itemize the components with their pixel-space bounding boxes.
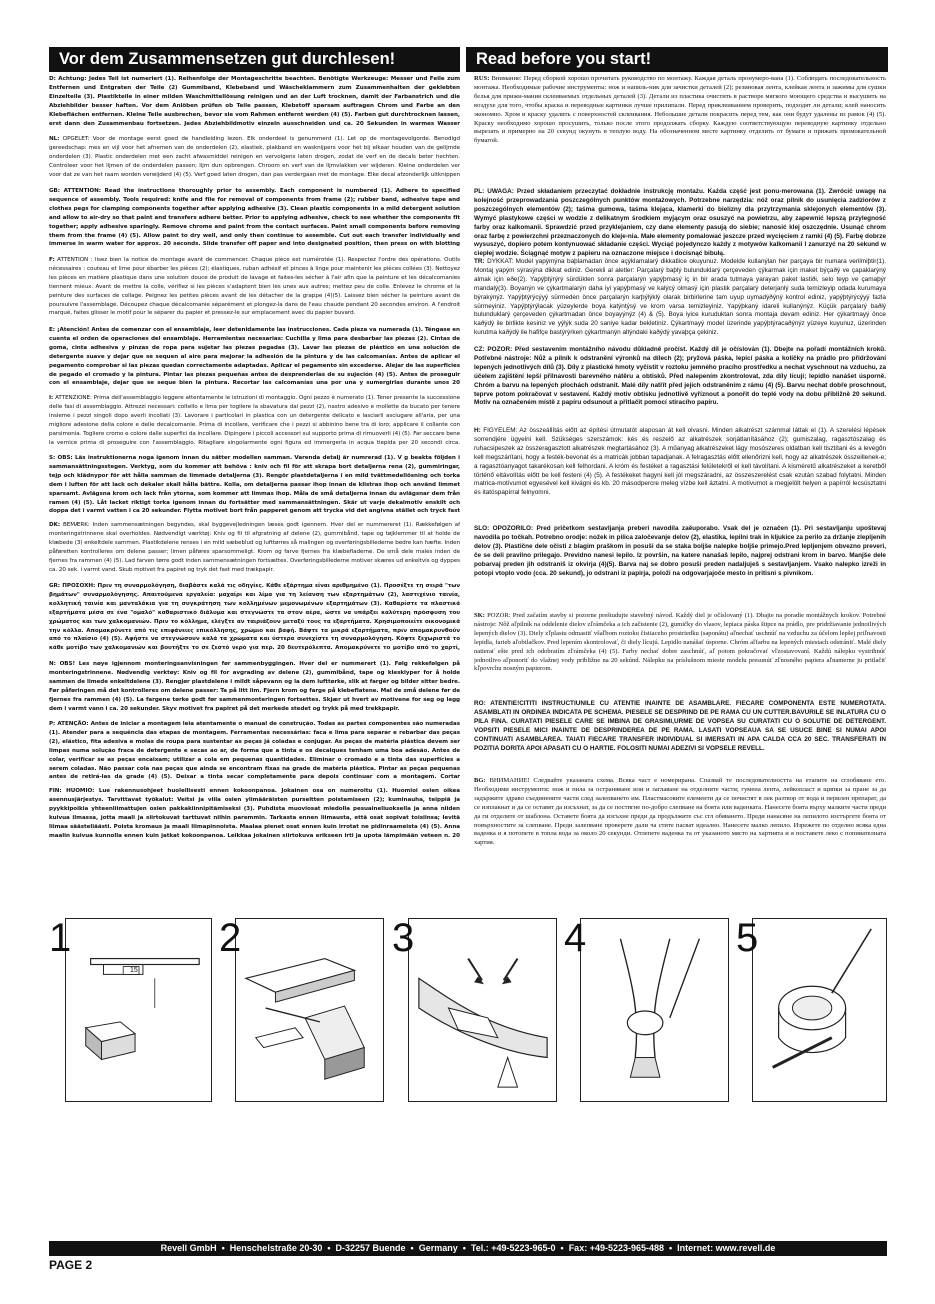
part-number-tag: 15 xyxy=(130,967,138,974)
step-2-drawing xyxy=(236,919,383,1101)
instruction-paragraph xyxy=(474,612,886,692)
instruction-paragraph xyxy=(474,700,886,763)
instruction-text: DYKKAT: Model yapýmýna baþlamadan önce açýklamalarý dikkatlice okuyunuz. Modelde kullanýlan her parçaya bir numara verilmiþtir(1). Montaj yapým sýrasýna dikkat ediniz. Gerekli al aletler: Parçalarý baþlý bulunduklarý çerçeveden çýkarmak için maket býçaðý ve çapaklarýný almak için eðe(2). Yapýþtýrýrý sürdükten sonra parçalarýn yapýþmasý iç in bir arada tutmaya yarayan paket lastiði, selo teyp ve çamaþýr mandalý(3). Boyanýn ve çýkartmalarýn daha iyi yapýþmasý ve kalýcý olmasý için plastik parçalarý deterjanlý suda temizleyip odada kurumaya býrakýnýz. Yapýþtýrýcýyý sürmeden önce parçalarýn karþýlýklý olarak birbirlerine tam uyup uymadýðýný kontrol ediniz, yapýþtýrýcýyý fazla sürmeyiniz. Yapýþtýrýlacak yüzeylerde boya katýntýsý ve krom varsa temizleyiniz. Yapýþkaný idareli kullanýnýz. Küçük parçalarý baðlý bulunduklarý çerçeveden çýkartmadan önce boyayýnýz (4) & (5). Boya iyice kuruduktan sonra montaja devam ediniz. Her çýkartmayý önce kaðýdý ile birlikte kesiniz ve yýlýk suda 20 saniye kadar bekletiniz. Çýkartmayý model üzerinde yapýþtýracaðýnýz yüzeye kuyunuz, üzerinden kurutma kaðýdý ile hafifçe bastýrýrken çýkartmanýn altýndaki kaðýdý yavaþça çekiniz. xyxy=(474,258,886,337)
footer-separator: • xyxy=(221,1243,225,1253)
language-code: H: xyxy=(474,427,481,434)
footer-street: Henschelstraße 20-30 xyxy=(229,1243,323,1253)
footer-internet: Internet: www.revell.de xyxy=(677,1243,776,1253)
language-code: NL: xyxy=(49,136,60,142)
instruction-text: ATTENTION : lisez bien la notice de montage avant de commencer. Chaque pièce est numérotée (1). Respectez l'ordre des opérations. Outils nécessaires : couteau et lime pour ébarber les pièces (2); élastiques, ruban adhésif et pinces à linge pour maintenir les pièces collées (3). Nettoyez les pièces en matière plastique dans une solution douce de produit de lavage et faites-les sécher à l'air afin que la peinture et les décalcomanies tiennent mieux. Avant de mettre la colle, vérifiez si les pièces s'adaptent bien les unes aux autres; mettez peu de colle. Enlevez le chrome et la peinture des surfaces de collage. Peignez les petites pièces avant de les détacher de la grappe (4)(5). Laissez bien sécher la peinture avant de poursuivre l'assemblage. Découpez chaque décalcomanie séparément et plongez-la dans de l'eau chaude pendant 20 secondes environ. A l'endroit marqué, faites glisser le motif pour le séparer du papier et pressez-le sur emplacement avec du papier buvard. xyxy=(49,257,460,317)
step-5-frame xyxy=(752,918,887,1102)
footer-contact-bar xyxy=(49,1241,887,1256)
instruction-paragraph xyxy=(474,525,886,603)
instruction-text: ATTENTION: Read the instructions thoroughly prior to assembly. Each component is numbered (1). Adhere to specified sequence of assembly. Tools required: knife and file for removal of components from frame (2); rubber band, adhesive tape and clothes pegs for clamping components together after applying adhesive (3). Clean plastic components in a mild detergent solution and allow to air-dry so that paint and transfers adhere better. Prior to applying adhesive, check to see whether the components fit together; apply adhesive sparingly. Remove chrome and paint from the contact surfaces. Paint small components before removing them from the frame (4) (5). Allow paint to dry well, and only then continue to assemble. Cut out each transfer individually and immerse in warm water for approx. 20 seconds. Slide transfer off paper and into designated position, then press on with blotting xyxy=(49,188,460,248)
instruction-paragraph xyxy=(474,346,886,416)
language-code: RO: xyxy=(474,700,486,707)
step-1-illustration xyxy=(49,918,212,1102)
footer-country: Germany xyxy=(418,1243,458,1253)
footer-separator: • xyxy=(462,1243,466,1253)
language-code: S: xyxy=(49,455,56,461)
instruction-paragraph xyxy=(49,256,460,319)
instruction-paragraph xyxy=(49,454,460,514)
instruction-paragraph xyxy=(474,258,886,338)
page-number: PAGE 2 xyxy=(49,1258,93,1272)
language-code: P: xyxy=(49,721,56,727)
instruction-text: FIGYELEM: Az összeállítás előtt az építési útmutatót alaposan át kell olvasni. Minden alkatrészt számmal láttak el (1). A szerelési lépések sorrendjére ügyelni kell. Szükséges szerszámok: kés és reszelő az alkatrészek sorjátlanításához (2); gumiszalag, ragasztószalag és ruhacsipeszek az összeragasztott alkatrészek megtartásához (3). A műanyag alkatrészeket lágy mosószeres oldatban kell tisztítani és a levegőn kell megszárítani, hogy a festék-bevonat és a matricák jobban tapadjanak. A felragasztás előtt ellenőrizni kell, hogy az alkatrészek összeillenek-e; a ragasztóanyagot takarékosan kell felhordani. A króm és festéket a ragasztási felületekről el kell távolítani. A kisméretű alkatrészeket a keretből történő eltávolítás előtt be kell festeni (4) (5). A festékeket hagyni kell jól megszáradni, az összeszerelést csak ezután szabad folytatni. Minden matrica-motívumot egyesével kell kivágni és kb. 20 másodpercre meleg vízbe kell áztatni. A motívumot a megjelölt helyen a papírról lecsúsztatni és itatóspapírral felnyomni. xyxy=(474,427,886,497)
language-code: SLO: xyxy=(474,525,490,532)
right-header-title: Read before you start! xyxy=(466,47,888,72)
instruction-paragraph xyxy=(49,135,460,180)
instruction-paragraph xyxy=(474,188,886,258)
footer-separator: • xyxy=(560,1243,564,1253)
language-code: E: xyxy=(49,327,55,333)
instruction-paragraph xyxy=(49,75,460,129)
step-1-number: 1 xyxy=(49,916,72,960)
language-code: PL: xyxy=(474,188,485,195)
instruction-paragraph xyxy=(49,720,460,780)
instruction-text: OPGELET: Voor de montage eerst goed de handleiding lezen. Elk onderdeel is genummerd (1). Let op de montagevolgorde. Benodigd gereedschap: mes en vijl voor het afnemen van de onderdelen (2), elastiek, plakband en wasknijpers voor het bij elkaar houden van de gelijmde onderdelen (3). Plastic onderdelen met een zacht afwasmiddel reinigen en vervolgens laten drogen, zodat de verf en de decals beter hechten. Controleer voor het lijmen of de onderdelen passen; lijm dun opbrengen. Chroom en verf van de lijmvlakken ver wijderen. Kleine onderdelen ver voor dat ze van het raam worden verwijderd (4) (5). Verf goed laten drogen, dan pas verdergaan met de montage. Elke decal afzonderlijk uitknippen xyxy=(49,136,460,178)
instruction-paragraph xyxy=(474,75,886,172)
instruction-paragraph xyxy=(474,427,886,517)
instruction-paragraph xyxy=(49,187,460,249)
step-5-illustration xyxy=(736,918,887,1102)
language-code: CZ: xyxy=(474,346,485,353)
language-code: DK: xyxy=(49,522,61,528)
step-4-drawing xyxy=(581,919,728,1101)
instruction-text: ATENÇÃO: Antes de iniciar a montagem leia atentamente o manual de construção. Todas as partes componentes são numeradas (1). Atender para a sequência das etapas de montagem. Ferramentas necessárias: faca e lima para separar e rebarbar das peças (2), elástico, fita adesiva e molas de roupa para sustentar as peças já coladas e conjugar. As peças de matéria plástica devem ser limpas numa solução fraca de detergente e secas ao ar, de forma que a tinta e os decalques tenham uma boa adesão. Antes de colar, verificar se as peças encaixam; utilizar a cola em pequenas quantidades. Eliminar o cromado e a tinta das superfícies a serem coladas. Não passar cola nas peças que ainda se encontram fixas na grade de matéria plástica. Pintar as peças pequenas antes de retirá-las da grade (4) (5). Deixar a tinta secar completamente para depois continuar com a montagem. Cortar xyxy=(49,721,460,780)
instruction-text: HUOMIO: Lue rakennusohjeet huolellisesti ennen kokoonpanoa. Jokainen osa on numeroitu (1). Huomioi osien oikea asennusjärjestys. Tarvittavat työkalut: Veitsi ja viila osien ylimääräisten purseitten poistamiseen (2); kuminauha, teippiä ja pyykkipoikia yhteenliimattujen osien pakkakiinnipitämiseksi (3). Puhdista muoviosat miedolla pesuaineliuoksella ja anna niiden kuivua ilmassa, jotta maali ja siirtokuvat tarttuvat niihin paremmin. Tarkasta ennen liimausta, että osat sopivat toisiinsa; levitä liimaa säästeliäästi. Poista kromaus ja maali liimapinnoista. Maalaa pienet osat ennen kuin irrotat ne pidinraameista (4) (5). Anna maalin kuivua kunnolla ennen kuin jatkat kokoonpanoa. Leikkaa jokainen siirtokuva erikseen irti ja upota lämpimään veteen n. 20 xyxy=(49,788,460,839)
language-code: SK: xyxy=(474,612,485,619)
footer-fax: Fax: +49-5223-965-488 xyxy=(568,1243,665,1253)
instruction-paragraph xyxy=(49,787,460,840)
step-4-frame xyxy=(580,918,729,1102)
instruction-paragraph xyxy=(49,582,460,653)
instruction-paragraph xyxy=(49,326,460,387)
instruction-text: OBS! Les nøye igjennom monteringsanvisningen før sammenbyggingen. Hver del er nummerert (1). Følg rekkefølgen på monteringstrinnene. Nødvendig verktøy: Kniv og fil for avgrading av delene (2), gummibånd, tape og klesklyper for å holde sammen de limede enkeltdelene (3). Rengjør plastdelene i mildt såpevann og la dem lufttørke, slik at farger og bilder sitter bedre. Før påføringen må det kontrolleres om delene passer: Ta på litt lim. Fjern krom og farge på klebeflatene. Mal de små delene før de fjernes fra rammen (4) (5). La fargene tørke godt før sammenmonteringen fortsettes. Skjær ut hvert av motivene for seg og legg dem i varmt vann i ca. 20 sekunder. Skyv motivet fra papiret på det merkede stedet og trykk på med trekkpapir. xyxy=(49,661,460,712)
step-1-frame xyxy=(65,918,212,1102)
footer-company: Revell GmbH xyxy=(160,1243,217,1253)
step-5-drawing xyxy=(753,919,886,1101)
step-3-frame xyxy=(408,918,557,1102)
instruction-paragraph xyxy=(49,521,460,575)
instruction-text: ATTENZIONE: Prima dell'assemblaggio leggere attentamente le istruzioni di montaggio. Ogni pezzo è numerato (1). Tener presente la successione delle fasi di assemblaggio. Attrezzi necessari: coltello e lima per togliere la sbavatura dai pezzi (2), nastro adesivo e mollette da bucato per tenere insieme i pezzi singoli dopo averli incollati (3). Lavorare i particolari in plastica con un detergente delicato e lasciarli asciugare all'aria, per una migliore adesione della colore e delle decalcomanie. Prima di incollare, verificare che i pezzi si abbinino bene tra di loro; applicare il collante con parsimonia. Togliere cromo e colore dalle superfici da incollare. Dipingere i piccoli accessori sul supporto prima di rimuoverli (4) (5). Far seccare bene la vernice prima di proseguire con l'assemblaggio. Ritagliare singolarmente ogni figura ed immergerla in acqua tiepida per 20 secondi circa. xyxy=(49,395,460,446)
step-2-frame xyxy=(235,918,384,1102)
instruction-text: ВНИМАНИЕ! Следвайте указаната схема. Всяка част е номерирана. Спазвай те последователността на етапите на сглобяване ето. Необходими инструменти: нож и пила за остраняване или и заглаване на отделните части; гумена лента, лейкопласт и щипки за пране за да задържите здраво съединените части след залепването им. Пластмасовите елементи да се почистят в лек разтвор от вода и перилен препарат, да се изплакнат и да се оставят да изсъхнат, за да се постигне по-добро слепване на боята или ваденката. Нанесете боята върху малките части преди да ги отделите от шаблона. Оставете боята да изсъхне преди да продължите със сгл обяването. Преди нанасяне на лепилото изстъргете боята от повърхностите за слепване. Преди залепване проверете дали ча стите пасват идеално. Нанесете малко лепило. Изрежете по отделно всяка една ваденка и я потопете в топла вода за около 20 секунди. Отлепете ваденка та от указаното място на хартията и я поставете леко с попивателната хартия. xyxy=(474,777,886,847)
step-2-illustration xyxy=(219,918,384,1102)
language-code: FIN: xyxy=(49,788,62,794)
step-3-drawing xyxy=(409,919,556,1101)
instruction-text: OBS: Läs instruktionerna noga igenom innan du sätter modellen samman. Varenda detalj är numrerad (1). V g beakta följden i sammansättningsstegen. Verktyg, som du kommer att behöva : kniv och fil för att skrapa bort detaljerna rena (2), gummiringar, tejp och klädnypor för att hålla samman de limmade detaljerna (3). Rengör plastdetaljerna i en mild tvättmedellösning och torka dem i luften för att lack och dekaler skall hålla bättre. Kolla, om detaljerna passar ihop innan de klistras ihop och använd limmet sparsamt. Avlägsna krom och lack från ytorna, som kommer att limmas ihop. Måla de små detaljerna innan du avlägsnar dem från ramen (4) (5). Låt lacket riktigt torka igenom innan du fortsätter med sammansättningen. Skär ut varje dekalmotiv enskilt och doppa det i varmt vatten i ca 20 sekunder. Flytta motivet bort från papperet genom att trycka vid det angivna stället och tryck fast xyxy=(49,455,460,514)
instruction-text: OPOZORILO: Pred pričetkom sestavljanja preberi navodila zaěuporabo. Vsak del je označen (1). Pri sestavljanju upoštevaj navodila po točkah. Potrebno orodje: nožek in pilica zaločevanje delov (2), elastika, lepilni trak in kljukice za perilo za držanje zlepljenih delov (3). Plastične dele očisti z blagim praškom in posuši da se staka boljše nalepke boljše primejo.Pred lepljenjem obvezno preveri, če se deli pravilno prilegajo. Previdno nanesi lepilo. Iz površin, na katere nanašaš lepilo, najprej odstrani krom in barvo. Manjše dele pobarvaj preden jih odstraniš iz okvirja (4)(5). Barva naj se dobro posuši preden nadaljuješ s sestavljanjem. Vsako nalepko izreži in potopi vtoplo vodo (cca. 20 sekund), jo odstrani iz papirja, položi na odgovarjajoče mesto in pritisni s pivnikom. xyxy=(474,525,886,577)
footer-separator: • xyxy=(669,1243,673,1253)
numbered-part-block xyxy=(86,1022,135,1060)
step-2-number: 2 xyxy=(219,916,242,960)
footer-separator: • xyxy=(410,1243,414,1253)
instruction-text: POZOR: Před sestavením montážního návodu důkladně pročíst. Každý díl je očíslován (1). Dbejte na pořadí montážních kroků. Potřebné nástroje: Nůž a pilník k odstranění výronků na dílech (2); pryžová páska, lepicí páska a kolíčky na prádlo pro přidržování lepených jednotlivých dílů (3). Díly z plastické hmoty vyčistit v roztoku jemného pracího prostředku a nechat vyschnout na vzduchu, za účelem zajištění lepší přilnavosti barevného nátěru a obtisků. Před nalepením zkontrolovat, zda díly lícují; lepidlo nanášet úsporně. Chróm a barvu na lepených plochách odstranit. Malé díly natřít před jejich odstraněním z rámu (4) (5). Barvu nechat dobře proschnout, teprve potom pokračovat v sestavení. Každý motiv obtisku jednotlivě vyříznout a ponořit do teplé vody na dobu přibližně 20 sekund. Motiv na označeném místě z papíru odsunout a přitlačit pomocí stíracího papíru. xyxy=(474,346,886,407)
instruction-text: UWAGA: Przed składaniem przeczytać dokładnie instrukcję montażu. Każda część jest ponu-merowana (1). Zwrócić uwagę na kolejność przeprowadzania poszczególnych punktów montażowych. Potrzebne narzędzia: nóż oraz pilnik do usunięcia zadziorów z poszczególnych elementów (2); taśma gumowa, taśma klejąca, klamerki do bielizny dla przytrzymania sklejonych elementów (3). Wymyć plastykowe części w wodzie z delikatnym środkiem myjącym oraz osuszyć na powietrzu, aby zapewnić lepszą przylegność farby oraz kalkomanii. Sprawdzić przed przyklejaniem, czy dane elementy pasują do siebie; nanosić klej oszczędnie. Usunąć chrom oraz farbę z powierzchni przeznaczonych do kleje-nia. Małe elementy pomalować jeszcze przed wycięciem z ramki (4) (5). Farbę dobrze wysuszyć, dopiero potem kontynuować składanie części. Wyciąć pojedynczo każdy z motywów kalkomanii I zanurzyć na 20 sekund w ciepłej wodzie. Ściągnąć motyw z papieru na oznaczone miejsce i docisnąć bibułą. xyxy=(474,188,886,258)
instruction-text: POZOR: Pred začatím stavby si pozorne preštudujte stavebný návod. Každý diel je očíslovaný (1). Dbajte na poradie montážnych krokov. Potrebné nástroje: Nôž aľpilník na oddelenie dielov zľrámčeka a ich začistenie (2), gumičky do vlasov, lepiaca páska štipce na prádlo, pre pridržiavanie jednotlivých lepených dielov (3). Diely zľplastu odmastiť všaľbom roztoku čistiaceho prostriedku (saponátu) aľnechať uschnúť na vzduchu za účelom lepšej priľnavosti lepidla, farieb aľobtlačkov. Pred lepením skontrolovať, či diely lícujú. Lepidlo nanášať úsporne. Chróm aľfarbu na lepených miestach odstrániť. Malé diely natierať ešte pred ich odobratím zľrámčeka (4) (5). Farby nechať dobre zaschnúť, aľ potom pokračovať vľzostavovaní. Každú nálepku vystrihnúť jednotlivo aľponoriť do vlažnej vody približne na 20 sekúnd. Nálepku na príslušnom mieste modelu presunúť zľnosného papiera aľnamerne ju pritlačiť kľpovrchu nosným papierom. xyxy=(474,612,886,673)
footer-separator: • xyxy=(327,1243,331,1253)
step-4-illustration xyxy=(564,918,729,1102)
instruction-text: Внимание: Перед сборкой хорошо прочитать руководство по монтажу. Каждая деталь пронумеро-вана (1). Соблюдать последовательность монтажа. Необходимые рабочие инструменты: нож и напиль-ник для зачистки деталей (2); резиновая лента, клейкая лента и зажимы для сушки белья для прижи-мания склеиваемых отдельных деталей (3). Детали из пластика очистить в растворе мягкого моющего средства и высушить на воздухе для того, чтобы краска и переводные картинки лучше прилипали. Перед приклеиванием проверить, подходят ли детали; клей наносить экономно. Хром и краску удалить с поверхностей склеивания. Небольшие детали покрасить перед тем, как они будут удалены из рамок (4) (5). Краску необходимо хорошо просушить, только после этого продолжать сборку. Каждую соответствующую переводную картинку отдельно вырезать и примерно на 20 секунд окунуть в теплую воду. На обозначенном месте картинку отделить от бумаги и прижать промокательной бумагой. xyxy=(474,75,886,145)
language-code: TR: xyxy=(474,258,485,265)
step-5-number: 5 xyxy=(736,916,759,960)
footer-city: D-32257 Buende xyxy=(335,1243,406,1253)
instruction-text: ATENTIE!CITITI INSTRUCTIUNILE CU ATENTIE INAINTE DE ASAMBLARE. FIECARE COMPONENTA ESTE NUMEROTATA. ASAMBLATI IN ORDINEA INDICATA PE SCHEMA. PIESELE SE DESPRIND DE PE RAMA CU UN CUTTER.BAVURILE SE INLATURA CU O PILA FINA. CURATATI PIESELE CARE SE IMBINA DE GRASIMI,URME DE VOPSEA SU CURATATI CU O SOLUTIE DE DETERGENT. VOPSITI PIESELE MICI INAINTE DE DESPRINDEREA DE PE RAMA. LASATI VOPSEAUA SA SE USUCE BINE SI NUMAI APOI CONTINUATI ASAMBLAREA. TAIATI FIECARE TRANSFER INDIVIDUAL SI IMERSATI IN APA CALDA CCA 20 SEC. TRANSFERATI IN POZITIA DORITA APOI APASATI CU O HARTIE. FOLOSITI NUMAI ADEZIVI SI VOPSELE REVELL. xyxy=(474,700,886,752)
instruction-text: Achtung: Jedes Teil ist numeriert (1). Reihenfolge der Montageschritte beachten. Benötigte Werkzeuge: Messer und Feile zum Entfernen und Entgraten der Teile (2) Gummiband, Klebeband und Wäscheklammern zum Zusammenhalten der geklebten Einzelteile (3). Plastikteile in einer milden Waschmittellösung reinigen und an der Luft trocknen, damit der Farbanstrich und die Abziehbilder besser haften. Vor dem Anlöben prüfen ob Teile passen, Klebstoff sparsam auftragen Chrom und Farbe an den Klebeflächen entfernen. Kleine Teile ausbrechen, bevor sie vom Rahmen entfernt werden (4) (5). Farben gut durchtrocknen lassen, erst dann den Zusammenbau fortsetzen. Jedes Abziehbildmotiv einzeln ausschneiden und ca. 20 Sekunden in warmes Wasser xyxy=(49,76,460,127)
language-code: BG: xyxy=(474,777,486,784)
instruction-text: ΠΡΟΣΟΧΗ: Πριν τη συναρμολόγηση, διαβάστε καλά τις οδηγίες. Κάθε εξάρτημα είναι αριθμημένο (1). Προσέξτε τη σειρά "των βημάτων" συναρμολόγησης. Απαιτούμενα εργαλεία: μαχαίρι και λίμα για τη λείανση των εξαρτημάτων (2), λαστιχένιο ταινία, κολλητική ταινία και μανταλάκια για τη συγκράτηση των κολλημένων μεμονωμένων εξαρτημάτων (3). Καθαρίστε τα πλαστικά εξαρτήματα μέσα σε ένα "ομαλό" καθαριστικό διάλυμα και στεγνώστε τα στον αέρα, ώστε να υπάρξει καλύτερη πρόσφυση του χρώματος και των χαλκομανιών. Πριν το κόλλημα, ελέγξτε αν ταιριάζουν μεταξύ τους τα εξαρτήματα. Χρησιμοποιείτε οικονομικά την κόλλα. Απομακρύνετε από τις επιφάνειες επικόλλησης, χρώμιο και βαφή. Βάψτε τα μικρά εξαρτήματα, πριν απομακρυνθούν από το πλαίσιο (4) (5). Αφήστε να στεγνώσουν καλά τα χρώματα και ύστερα συνεχίστε τη συναρμολόγηση. Κόψτε ξεχωριστά το κάθε μοτίβο των χαλκομανιών και βουτήξτε το σε ζεστό νερό για περ. 20 δευτερόλεπτα. Απομακρύνετε το μοτίβο από το χαρτί, xyxy=(49,583,460,652)
language-code: F: xyxy=(49,257,55,263)
footer-tel: Tel.: +49-5223-965-0 xyxy=(470,1243,556,1253)
language-code: GR: xyxy=(49,583,60,589)
instruction-paragraph xyxy=(474,777,886,849)
left-header-title: Vor dem Zusammensetzen gut durchlesen! xyxy=(49,47,460,72)
language-code: D: xyxy=(49,76,56,82)
language-code: RUS: xyxy=(474,75,490,82)
step-4-number: 4 xyxy=(564,916,587,960)
step-3-illustration xyxy=(392,918,557,1102)
language-code: GB: xyxy=(49,188,60,194)
instruction-text: ¡Atención! Antes de comenzar con el ensamblaje, leer detenidamente las instrucciones. Cada pieza va numerada (1). Téngase en cuenta el orden de operaciones del ensamblaje. Herramientas necesarias: Cuchilla y lima para desbarbar las piezas (2). Cintas de goma, cinta adhesiva y pinzas de ropa para sujetar las piezas pegadas (3). Lavar las piezas de plástico en una solución de detergente suave y dejar que se sequen al aire para mejorar la adhesión de la pintura y de las calcomanías. Antes de aplicar el pegamento comprobar si las piezas quedan correctamente adaptadas. Aplicar el pegamento sin excederse. Alejar de las superficies de pegado el cromado y la pintura. Pintar las piezas pequeñas antes de desprenderlas de su sujeción (4) (5). Antes de proseguir con el ensamblaje, dejar que se seque bien la pintura. Recortar las calcomanías una por una y sumergirlas durante unos 20 xyxy=(49,327,460,387)
instruction-paragraph xyxy=(49,394,460,447)
instruction-paragraph xyxy=(49,660,460,713)
language-code: I: xyxy=(49,395,54,401)
instruction-text: BEMÆRK: Inden sammensætningen begyndes, skal byggevejledningen læses godt igennem. Hver del er nummereret (1). Rækkefølgen af monteringstrinnene skal overholdes. Nødvendigt værktøj: Kniv og fil til afgratning af delene (2), gummibånd, tape og tøjklemmer til at holde de klæbede (3) enkeltdele sammen. Plastikdelene renses i en mild sæbeblud og lufttørres så malingen og overføringsbillederne bedre kan hæfte. Inden påføretten kontrolleres om delene passer; limen påføres sparsommeligt. Krom og farve fjernes fra klæbefladerne. De små dele males inden de fjernes fra rammen (4) (5). Lad farven tørre godt inden sammensætningen fortsættes. Overføringsbillederne motiver skæres ud enkeltvis og dyppes ca. 20 sek. i varmt vand. Skub motivet fra papiret og tryk det fast med trækpapir. xyxy=(49,522,460,573)
step-1-drawing xyxy=(66,919,211,1101)
step-3-number: 3 xyxy=(392,916,415,960)
language-code: N: xyxy=(49,661,56,667)
